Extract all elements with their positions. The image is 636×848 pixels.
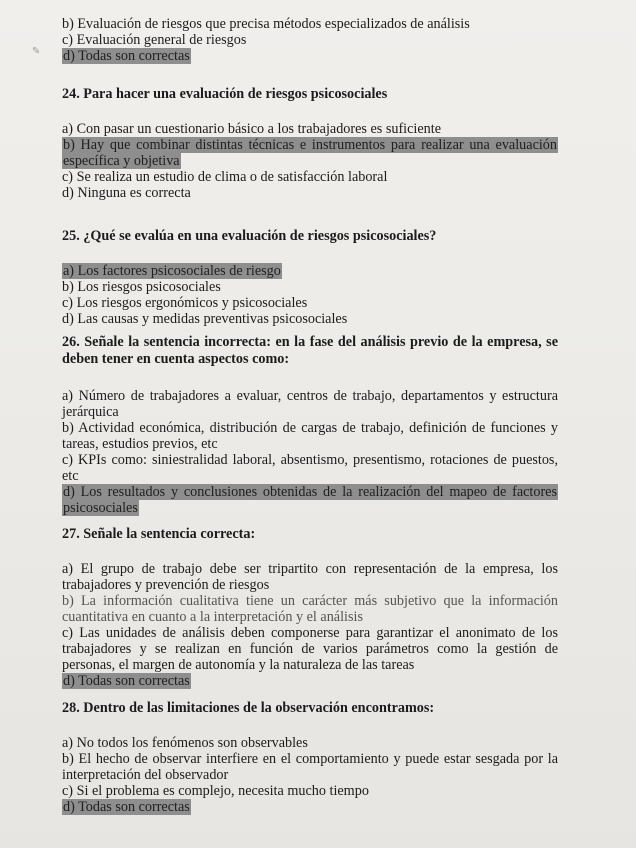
option-23-d: d) Todas son correctas: [63, 48, 190, 64]
page-margin-mark: ✎: [32, 46, 41, 57]
option-28-a: a) No todos los fenómenos son observables: [62, 735, 308, 751]
option-28-c: c) Si el problema es complejo, necesita mucho tiempo: [62, 783, 369, 799]
option-27-b: b) La información cualitativa tiene un carácter más subjetivo que la información cuantitativa en cuanto a la interpretación y el análisis: [62, 593, 558, 625]
option-24-b: b) Hay que combinar distintas técnicas e instrumentos para realizar una evaluación específica y objetiva: [63, 137, 557, 169]
question-23-continuation: [62, 16, 562, 64]
option-25-b: b) Los riesgos psicosociales: [62, 279, 221, 295]
option-26-a: a) Número de trabajadores a evaluar, centros de trabajo, departamentos y estructura jerárquica: [62, 388, 558, 420]
option-28-b: b) El hecho de observar interfiere en el comportamiento y puede estar sesgada por la interpretación del observador: [62, 751, 558, 783]
question-24-title: 24. Para hacer una evaluación de riesgos psicosociales: [62, 86, 388, 102]
option-28-d: d) Todas son correctas: [63, 799, 190, 815]
option-23-b: b) Evaluación de riesgos que precisa métodos especializados de análisis: [62, 16, 470, 32]
question-27: [62, 526, 558, 689]
question-25-title: 25. ¿Qué se evalúa en una evaluación de riesgos psicosociales?: [62, 228, 437, 244]
question-26: [62, 334, 558, 516]
option-24-c: c) Se realiza un estudio de clima o de satisfacción laboral: [62, 169, 388, 185]
option-27-d: d) Todas son correctas: [63, 673, 190, 689]
option-25-a: a) Los factores psicosociales de riesgo: [63, 263, 281, 279]
option-27-c: c) Las unidades de análisis deben componerse para garantizar el anonimato de los trabajadores y se realizan en función de varios parámetros como la gestión de personas, el margen de autonomía y la naturaleza de las tareas: [62, 625, 558, 673]
option-25-c: c) Los riesgos ergonómicos y psicosociales: [62, 295, 308, 311]
option-27-a: a) El grupo de trabajo debe ser tripartito con representación de la empresa, los trabajadores y prevención de riesgos: [62, 561, 558, 593]
option-26-b: b) Actividad económica, distribución de cargas de trabajo, definición de funciones y tareas, estudios previos, etc: [62, 420, 558, 452]
option-23-c: c) Evaluación general de riesgos: [62, 32, 247, 48]
question-28: [62, 700, 558, 815]
question-27-title: 27. Señale la sentencia correcta:: [62, 526, 256, 542]
option-24-a: a) Con pasar un cuestionario básico a los trabajadores es suficiente: [62, 121, 441, 137]
question-28-title: 28. Dentro de las limitaciones de la observación encontramos:: [62, 700, 435, 716]
question-25: [62, 228, 558, 327]
option-26-c: c) KPIs como: siniestralidad laboral, absentismo, presentismo, rotaciones de puestos, etc: [62, 452, 558, 484]
option-24-d: d) Ninguna es correcta: [62, 185, 191, 201]
option-26-d: d) Los resultados y conclusiones obtenidas de la realización del mapeo de factores psicosociales: [63, 484, 557, 516]
question-24: [62, 86, 558, 201]
question-26-title: 26. Señale la sentencia incorrecta: en la fase del análisis previo de la empresa, se deben tener en cuenta aspectos como:: [62, 334, 558, 367]
option-25-d: d) Las causas y medidas preventivas psicosociales: [62, 311, 348, 327]
